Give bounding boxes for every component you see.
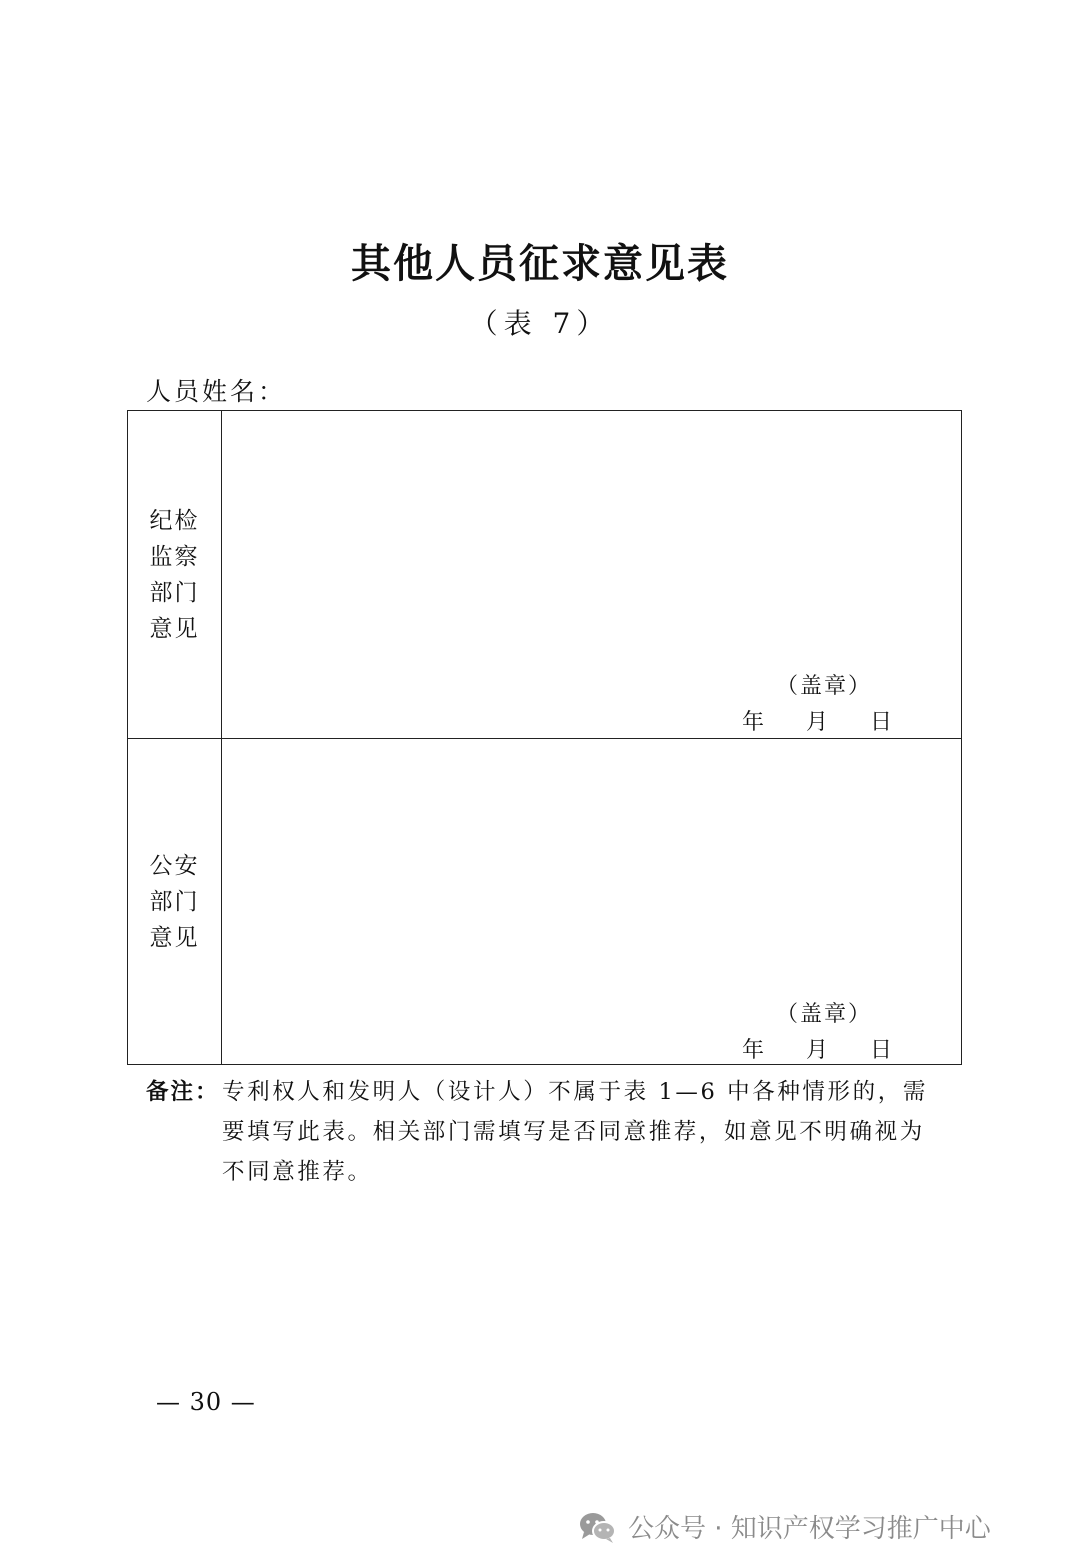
form-row-police (128, 739, 961, 1064)
watermark-text: 公众号 · 知识产权学习推广中心 (628, 1514, 991, 1544)
page-title: 其他人员征求意见表 (351, 240, 729, 287)
row-label-police: 公安部门意见 (149, 852, 200, 951)
form-row-discipline (128, 411, 961, 739)
remarks-label: 备注： (146, 1079, 220, 1105)
page-number: — 30 — (156, 1388, 256, 1416)
date-day-label: 日 (870, 710, 893, 735)
wechat-icon (578, 1510, 618, 1544)
date-year-label: 年 (742, 710, 765, 735)
stamp-label: （盖章） (776, 674, 873, 699)
date-month-label: 月 (806, 1038, 829, 1063)
date-line (742, 705, 892, 736)
date-line (742, 1033, 892, 1064)
date-day-label: 日 (870, 1038, 893, 1063)
row-label-discipline: 纪检监察部门意见 (149, 507, 200, 642)
row-label-cell (128, 739, 222, 1064)
remarks-text: 专利权人和发明人（设计人）不属于表 1—6 中各种情形的，需要填写此表。相关部门需填写是否同意推荐，如意见不明确视为不同意推荐。 (222, 1079, 928, 1185)
person-name-label: 人员姓名： (146, 377, 287, 406)
page-subtitle: （表 7） (469, 307, 611, 340)
opinion-form-table (127, 410, 962, 1065)
wechat-watermark (578, 1508, 991, 1545)
stamp-label: （盖章） (776, 1002, 873, 1027)
date-year-label: 年 (742, 1038, 765, 1063)
row-label-cell (128, 411, 222, 738)
date-month-label: 月 (806, 710, 829, 735)
